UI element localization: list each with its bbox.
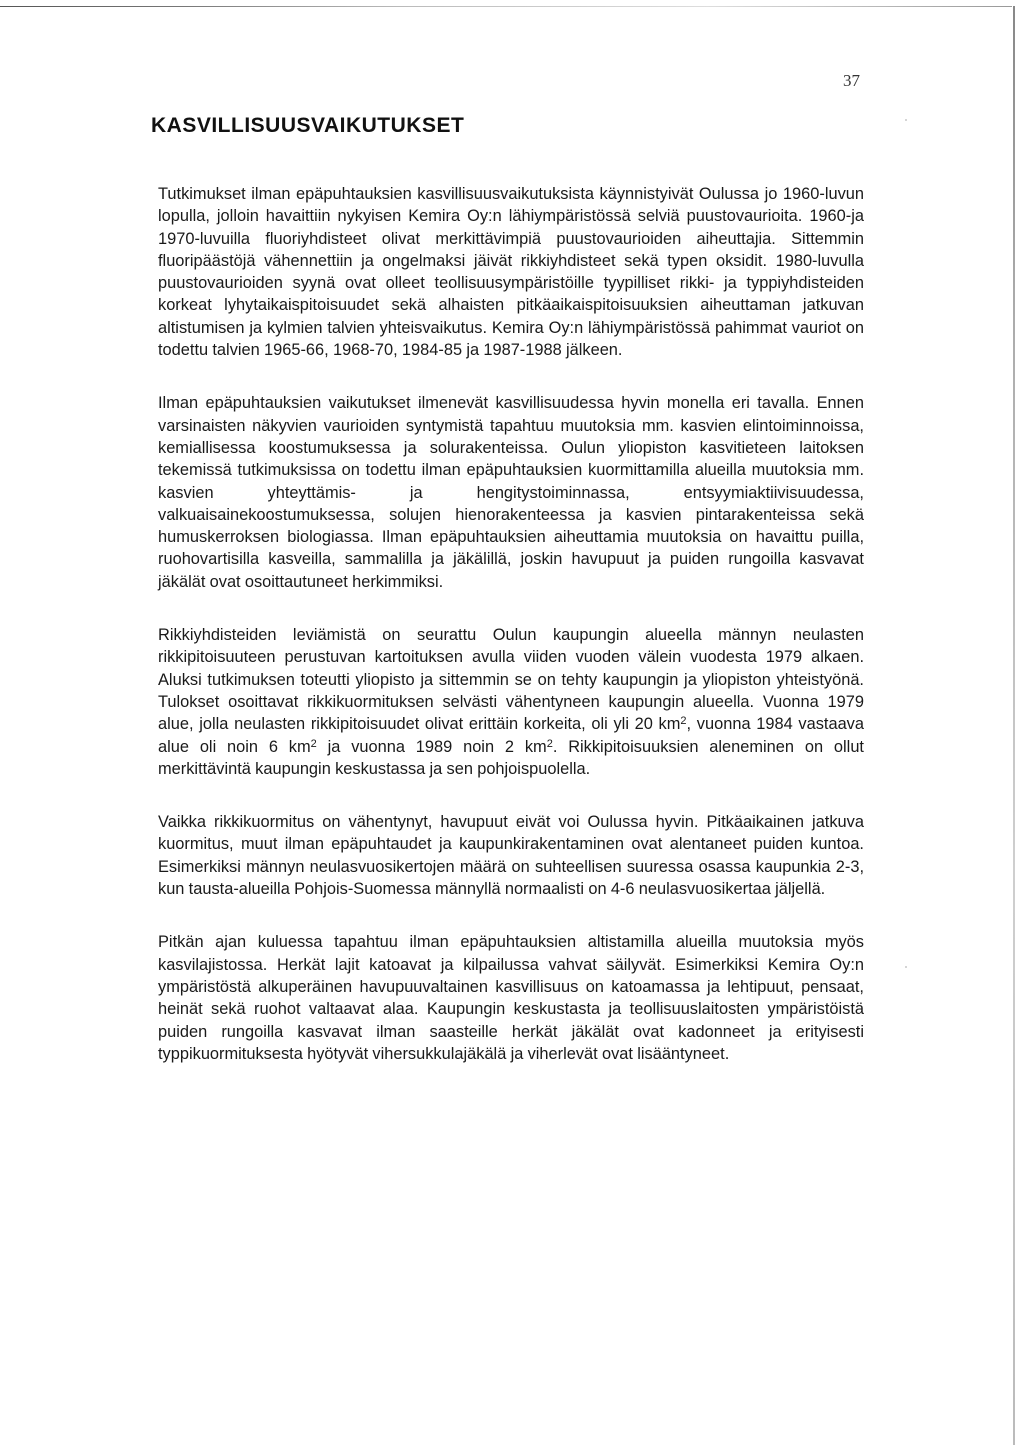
sulfur-text-part-3: ja vuonna 1989 noin 2 km xyxy=(316,737,547,756)
sulfur-text-part-4: . Rikkipitoisuuksien aleneminen on ollut merkittävintä kaupungin keskustassa ja sen pohjoispuolella. xyxy=(158,737,864,778)
scan-speck xyxy=(905,966,907,968)
superscript-2: 2 xyxy=(310,737,317,750)
paragraph-intro: Tutkimukset ilman epäpuhtauksien kasvillisuusvaikutuksista käynnistyivät Oulussa jo 1960-luvun lopulla, jolloin havaittiin nykyisen Kemira Oy:n lähiympäristössä selviä puustovaurioita. 1960-ja 1970-luvuilla fluoriyhdisteet olivat merkittävimpiä puustovaurioiden aiheuttajia. Sittemmin fluoripäästöjä vähennettiin ja ongelmaksi jäivät rikkiyhdisteet sekä typen oksidit. 1980-luvulla puustovaurioiden syynä ovat olleet teollisuusympäristöille tyypilliset rikki- ja typpiyhdisteiden korkeat lyhytaikaispitoisuudet sekä alhaisten pitkäaikaispitoisuuksien aiheuttaman jatkuvan altistumisen ja kylmien talvien yhteisvaikutus. Kemira Oy:n lähiympäristössä pahimmat vauriot on todettu talvien 1965-66, 1968-70, 1984-85 ja 1987-1988 jälkeen. xyxy=(158,185,864,360)
scan-speck xyxy=(905,119,907,121)
body-text xyxy=(158,183,864,1096)
superscript-2: 2 xyxy=(546,737,553,750)
scan-edge-top xyxy=(0,6,1012,7)
sulfur-text-part-1: Rikkiyhdisteiden leviämistä on seurattu Oulun kaupungin alueella männyn neulasten rikkipitoisuuteen perustuvan kartoituksen avulla viiden vuoden välein vuodesta 1979 alkaen. Aluksi tutkimuksen toteutti yliopisto ja sittemmin se on tehty kaupungin ja yliopiston yhteistyönä. Tulokset osoittavat rikkikuormituksen selvästi vähentyneen kaupungin alueella. Vuonna 1979 alue, jolla neulasten rikkipitoisuudet olivat erittäin korkeita, oli yli 20 km xyxy=(158,626,864,734)
superscript-2: 2 xyxy=(680,715,687,728)
paragraph-conifers: Vaikka rikkikuormitus on vähentynyt, havupuut eivät voi Oulussa hyvin. Pitkäaikainen jatkuva kuormitus, muut ilman epäpuhtaudet ja kaupunkirakentaminen ovat alentaneet puiden kuntoa. Esimerkiksi männyn neulasvuosikertojen määrä on suhteellisen suuressa osassa kaupunkia 2-3, kun tausta-alueilla Pohjois-Suomessa männyllä normaalisti on 4-6 neulasvuosikertaa jäljellä. xyxy=(158,813,864,899)
scan-edge-right xyxy=(1013,6,1015,1445)
paragraph-species-change: Pitkän ajan kuluessa tapahtuu ilman epäpuhtauksien altistamilla alueilla muutoksia myös kasvilajistossa. Herkät lajit katoavat ja kilpailussa vahvat säilyvät. Esimerkiksi Kemira Oy:n ympäristöstä alkuperäinen havupuuvaltainen kasvillisuus on katoamassa ja lehtipuut, pensaat, heinät sekä ruohot valtaavat alaa. Kaupungin keskustasta ja teollisuuslaitosten ympäristöistä puiden rungoilla kasvavat ilman saasteille herkät jäkälät ovat kadonneet ja erityisesti typpikuormituksesta hyötyvät vihersukkulajäkälä ja viherlevät ovat lisääntyneet. xyxy=(158,933,864,1063)
page-title: KASVILLISUUSVAIKUTUKSET xyxy=(151,114,465,137)
sulfur-text-part-2: , vuonna 1984 vastaava alue oli noin 6 km xyxy=(158,715,864,756)
paragraph-effects: Ilman epäpuhtauksien vaikutukset ilmenevät kasvillisuudessa hyvin monella eri tavalla. Ennen varsinaisten näkyvien vaurioiden syntymistä tapahtuu muutoksia mm. kasvien elintoiminnoissa, kemiallisessa koostumuksessa ja solurakenteissa. Oulun yliopiston kasvitieteen laitoksen tekemissä tutkimuksissa on todettu ilman epäpuhtauksien kuormittamilla alueilla muutoksia mm. kasvien yhteyttämis- ja hengitystoiminnassa, entsyymiaktiivisuudessa, valkuaisainekoostumuksessa, solujen hienorakenteessa ja kasvien pintarakenteissa sekä humuskerroksen biologiassa. Ilman epäpuhtauksien aiheuttamia muutoksia on havaittu puilla, ruohovartisilla kasveilla, sammalilla ja jäkälillä, joskin havupuut ja puiden rungoilla kasvavat jäkälät ovat osoittautuneet herkimmiksi. xyxy=(158,394,864,591)
paragraph-sulfur-mapping xyxy=(158,624,864,780)
page-number: 37 xyxy=(843,71,860,90)
